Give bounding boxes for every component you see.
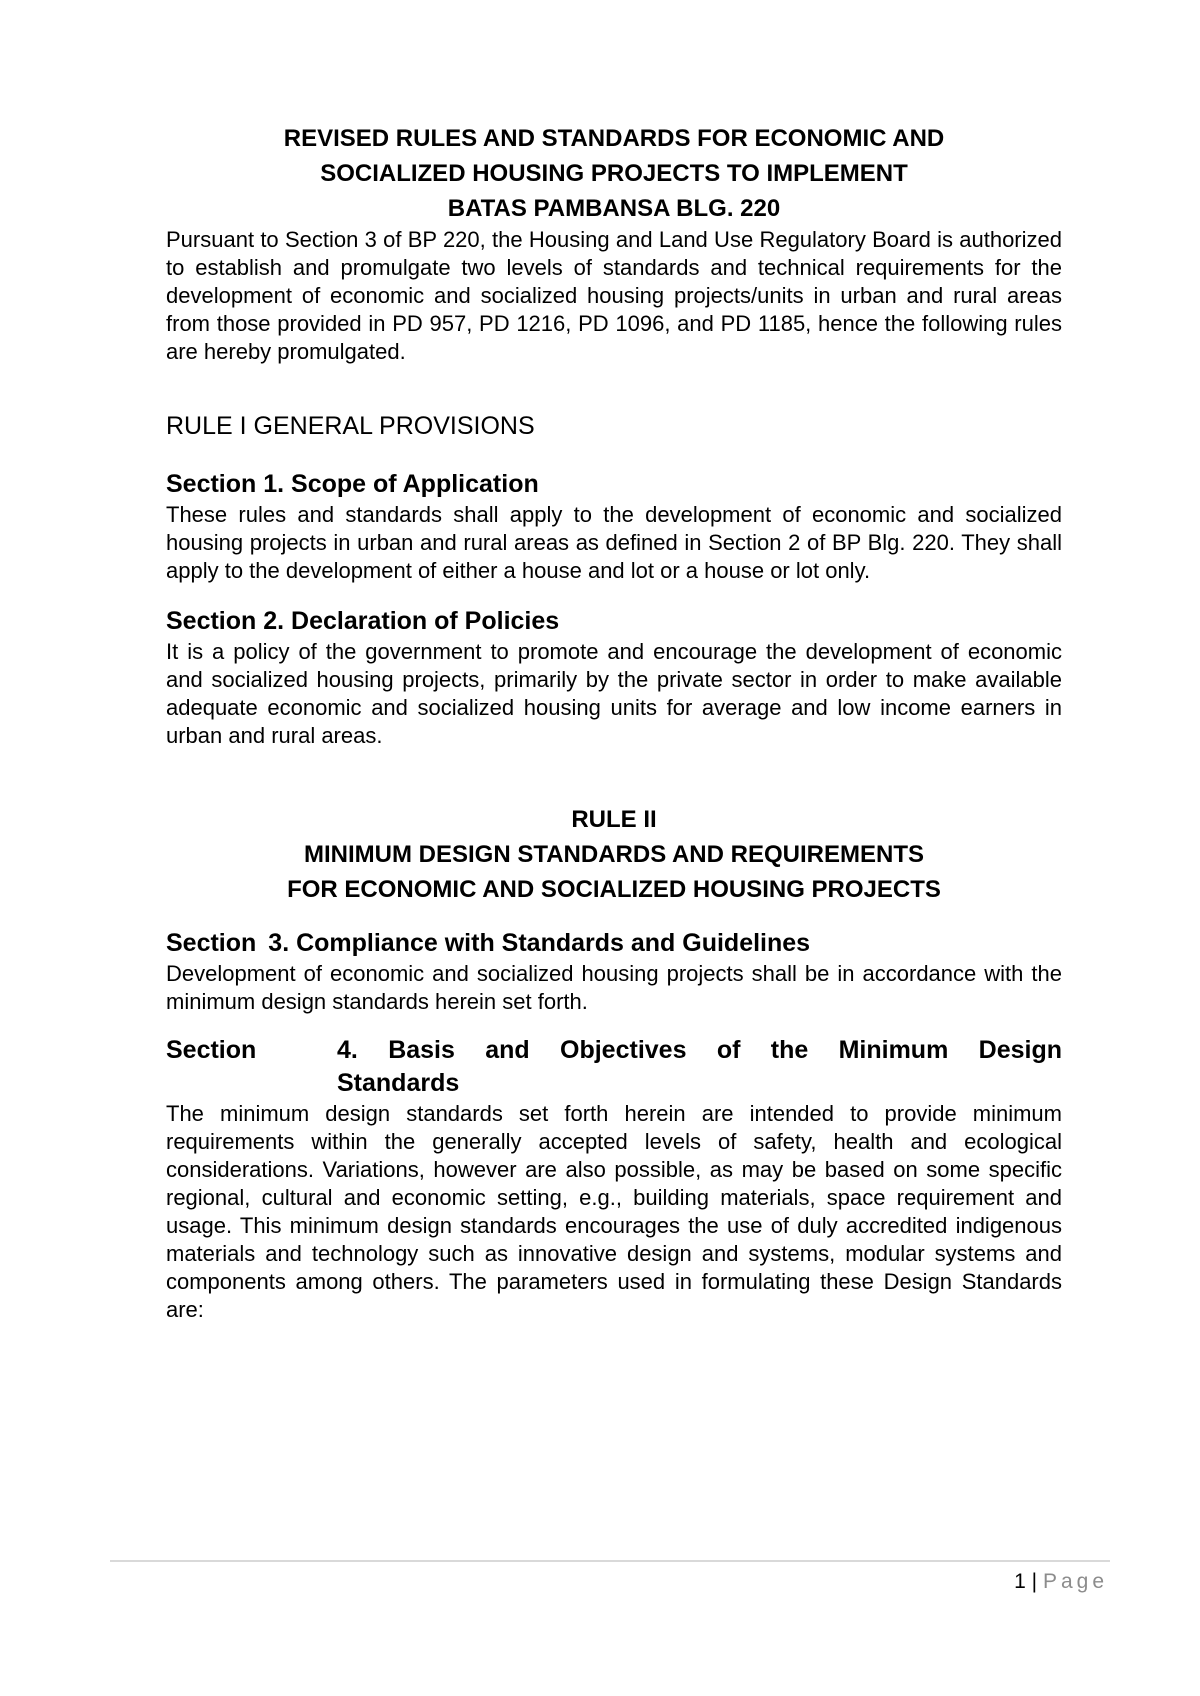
- footer-divider: [110, 1560, 1110, 1562]
- section-3-heading: [166, 927, 1062, 960]
- section-1-heading: Section 1. Scope of Application: [166, 470, 539, 498]
- section-4-title-line-2: Standards: [337, 1069, 460, 1097]
- rule-1-heading: RULE I GENERAL PROVISIONS: [166, 412, 535, 440]
- section-3-title: 3. Compliance with Standards and Guidelines: [268, 929, 811, 957]
- section-4-title-line-1: 4. Basis and Objectives of the Minimum Design: [337, 1036, 1062, 1064]
- page-word: Page: [1042, 1570, 1108, 1593]
- page-footer: [1014, 1568, 1108, 1596]
- section-2-body: It is a policy of the government to promote and encourage the development of economic and socialized housing projects, primarily by the private sector in order to make available adequate economic and socialized housing units for average and low income earners in urban and rural areas.: [166, 639, 1062, 748]
- title-line-2: SOCIALIZED HOUSING PROJECTS TO IMPLEMENT: [320, 160, 908, 187]
- section-4-title: [337, 1034, 1062, 1100]
- page-content: [166, 121, 1062, 1324]
- title-line-1: REVISED RULES AND STANDARDS FOR ECONOMIC AND: [283, 125, 945, 152]
- section-4-heading: [166, 1034, 1062, 1100]
- section-4-label: Section: [166, 1036, 257, 1064]
- section-3-label: Section: [166, 929, 257, 957]
- page-separator: |: [1031, 1570, 1038, 1593]
- title-line-3: BATAS PAMBANSA BLG. 220: [447, 195, 781, 222]
- document-title: [166, 121, 1062, 226]
- rule-2-heading: [166, 802, 1062, 907]
- section-2-heading: Section 2. Declaration of Policies: [166, 607, 560, 635]
- section-4-body: The minimum design standards set forth herein are intended to provide minimum requirements within the generally accepted levels of safety, health and ecological considerations. Variations, however are also possible, as may be based on some specific regional, cultural and economic setting, e.g., building materials, space requirement and usage. This minimum design standards encourages the use of duly accredited indigenous materials and technology such as innovative design and systems, modular systems and components among others. The parameters used in formulating these Design Standards are:: [166, 1101, 1062, 1322]
- intro-paragraph: Pursuant to Section 3 of BP 220, the Housing and Land Use Regulatory Board is authorized to establish and promulgate two levels of standards and technical requirements for the development of economic and socialized housing projects/units in urban and rural areas from those provided in PD 957, PD 1216, PD 1096, and PD 1185, hence the following rules are hereby promulgated.: [166, 227, 1062, 364]
- rule-2-line-2: MINIMUM DESIGN STANDARDS AND REQUIREMENTS: [303, 841, 924, 868]
- section-1-body: These rules and standards shall apply to the development of economic and socialized housing projects in urban and rural areas as defined in Section 2 of BP Blg. 220. They shall apply to the development of either a house and lot or a house or lot only.: [166, 502, 1062, 583]
- page-number: 1: [1014, 1570, 1026, 1593]
- section-3-body: Development of economic and socialized housing projects shall be in accordance with the minimum design standards herein set forth.: [166, 961, 1062, 1014]
- rule-2-line-3: FOR ECONOMIC AND SOCIALIZED HOUSING PROJECTS: [287, 876, 941, 903]
- rule-2-line-1: RULE II: [571, 806, 657, 833]
